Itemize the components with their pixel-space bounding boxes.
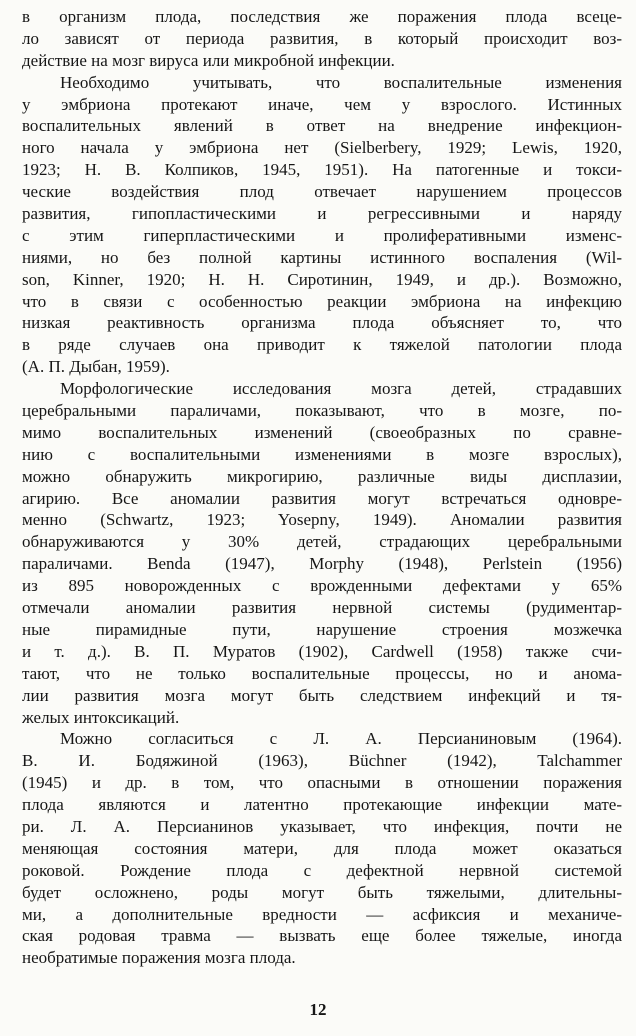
text-line: желых интоксикаций. — [22, 707, 180, 727]
text-line: с этим гиперпластическими и пролиферативными изменс- — [22, 225, 622, 245]
text-line: параличами. Benda (1947), Morphy (1948), Perlstein (1956) — [22, 554, 622, 574]
text-line: и т. д.). В. П. Муратов (1902), Cardwell (1958) также счи- — [22, 641, 622, 661]
text-line: обнаруживаются у 30% детей, страдающих церебральными — [22, 532, 622, 552]
text-line: действие на мозг вируса или микробной инфекции. — [22, 50, 395, 70]
text-line: Необходимо учитывать, что воспалительные изменения — [60, 72, 622, 92]
text-line: ри. Л. А. Персианинов указывает, что инфекция, почти не — [22, 816, 622, 836]
text-line: лии развития мозга могут быть следствием инфекций и тя- — [22, 685, 622, 705]
text-line: необратимые поражения мозга плода. — [22, 948, 296, 968]
paragraph — [22, 72, 622, 378]
text-line: ные пирамидные пути, нарушение строения мозжечка — [22, 619, 622, 639]
text-line: будет осложнено, роды могут быть тяжелыми, длительны- — [22, 882, 622, 902]
text-line: менно (Schwartz, 1923; Yosepny, 1949). Аномалии развития — [22, 510, 622, 530]
text-line: нию с воспалительными изменениями в мозге взрослых), — [22, 444, 622, 464]
paragraph — [22, 6, 622, 72]
text-line: ниями, но без полной картины истинного воспаления (Wil- — [22, 247, 622, 267]
text-line: ческие воздействия плод отвечает нарушением процессов — [22, 182, 622, 202]
text-line: из 895 новорожденных с врожденными дефектами у 65% — [22, 576, 622, 596]
text-line: мимо воспалительных изменений (своеобразных по сравне- — [22, 422, 622, 442]
text-line: ская родовая травма — вызвать еще более тяжелые, иногда — [22, 926, 622, 946]
text-line: что в связи с особенностью реакции эмбриона на инфекцию — [22, 291, 622, 311]
text-line: низкая реактивность организма плода объясняет то, что — [22, 313, 622, 333]
text-line: тают, что не только воспалительные процессы, но и анома- — [22, 663, 622, 683]
text-line: воспалительных явлений в ответ на внедрение инфекцион- — [22, 116, 622, 136]
paragraph — [22, 378, 622, 728]
text-line: в ряде случаев она приводит к тяжелой патологии плода — [22, 335, 622, 355]
text-line: В. И. Бодяжиной (1963), Büchner (1942), Talchammer — [22, 751, 622, 771]
text-line: ми, а дополнительные вредности — асфиксия и механиче- — [22, 904, 622, 924]
paragraph — [22, 728, 622, 969]
text-line: меняющая состояния матери, для плода может оказаться — [22, 838, 622, 858]
text-line: (1945) и др. в том, что опасными в отношении поражения — [22, 773, 622, 793]
page-number: 12 — [309, 1000, 327, 1019]
text-line: (А. П. Дыбан, 1959). — [22, 357, 170, 377]
text-line: son, Kinner, 1920; Н. Н. Сиротинин, 1949, и др.). Возможно, — [22, 269, 622, 289]
text-line: агирию. Все аномалии развития могут встречаться одновре- — [22, 488, 622, 508]
text-line: Морфологические исследования мозга детей, страдавших — [60, 379, 622, 399]
text-line: можно обнаружить микрогирию, различные виды дисплазии, — [22, 466, 622, 486]
body-text — [22, 6, 622, 969]
text-line: Можно согласиться с Л. А. Персианиновым (1964). — [60, 729, 622, 749]
text-line: роковой. Рождение плода с дефектной нервной системой — [22, 860, 622, 880]
text-line: ло зависят от периода развития, в который происходит воз- — [22, 28, 622, 48]
text-line: отмечали аномалии развития нервной системы (рудиментар- — [22, 598, 622, 618]
text-line: 1923; Н. В. Колпиков, 1945, 1951). На патогенные и токси- — [22, 160, 622, 180]
text-line: плода являются и латентно протекающие инфекции мате- — [22, 795, 622, 815]
text-line: развития, гипопластическими и регрессивными и наряду — [22, 204, 622, 224]
text-line: в организм плода, последствия же поражения плода всеце- — [22, 7, 622, 26]
text-line: церебральными параличами, показывают, что в мозге, по- — [22, 401, 622, 421]
text-line: у эмбриона протекают иначе, чем у взрослого. Истинных — [22, 94, 622, 114]
text-line: ного начала у эмбриона нет (Sielberbery, 1929; Lewis, 1920, — [22, 138, 622, 158]
